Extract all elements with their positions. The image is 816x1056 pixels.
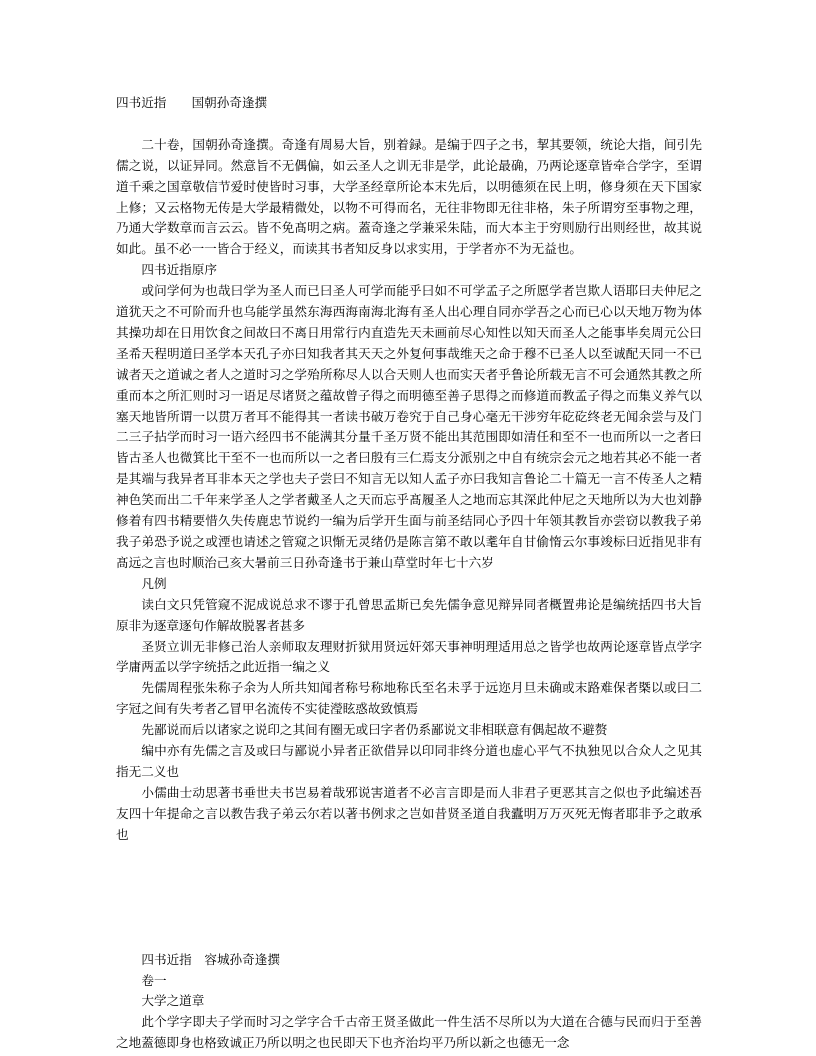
juan-one-chapter-label: 大学之道章 <box>141 993 205 1009</box>
original-preface-heading: 四书近指原序 <box>141 262 217 278</box>
title-spacer <box>116 114 702 135</box>
fanli-paragraph-6: 小儒曲士动思著书垂世夫书岂易着哉邪说害道者不必言言即是而人非君子更恶其言之似也予此编述吾友四十年提命之言以教告我子弟云尔若以著书例求之岂如昔贤圣道自我蠹明万万灭死无悔者耶非予之敢承也 <box>116 784 702 842</box>
juan-one-title: 四书近指 容城孙奇逢撰 <box>141 951 280 967</box>
document-title: 四书近指 国朝孙奇逢撰 <box>116 95 268 110</box>
fanli-paragraph-4: 先鄙说而后以诸家之说印之其间有圈无或曰字者仍系鄙说文非相联意有偶起故不避赘 <box>141 722 608 738</box>
section-gap <box>116 846 702 950</box>
fanli-paragraph-1: 读白文只凭管窥不泥成说总求不谬于孔曾思孟斯已矣先儒争意见辩异同者概置弗论是编统括四书大旨原非为逐章逐句作解故脱畧者甚多 <box>116 596 702 633</box>
fanli-paragraph-3: 先儒周程张朱称子余为人所共知闻者称号称地称氏至名未孚于远迩月旦未确或末路难保者槩以或曰二字冠之间有失考者乙冒甲名流传不实徒瀅眩惑故致慎焉 <box>116 680 702 717</box>
juan-one-paragraph-1: 此个学字即夫子学而时习之学字合千古帝王贤圣做此一件生活不尽所以为大道在合德与民而归于至善之地蓋德即身也格致诚正乃所以明之也民即天下也齐治均平乃所以新之也德无一念 <box>116 1014 702 1051</box>
fanli-paragraph-2: 圣贤立训无非修己治人亲师取友理财折狱用贤远奸郊天事神明理适用总之皆学也故两论逐章皆点学字学庸两孟以学字统括之此近指一编之义 <box>116 638 702 675</box>
fanli-paragraph-5: 编中亦有先儒之言及或曰与鄙说小异者正欲借异以印同非终分道也虚心平气不执独见以合众人之见其指无二义也 <box>116 743 702 779</box>
juan-one-volume-label: 卷一 <box>141 972 167 988</box>
page-content <box>116 93 702 1054</box>
fanli-heading: 凡例 <box>141 575 167 591</box>
summary-paragraph: 二十卷，国朝孙奇逢撰。奇逢有周易大旨，别着録。是编于四子之书，挈其要领，统论大指，间引先儒之说，以证异同。然意旨不无偶偏，如云圣人之训无非是学，此论最确，乃两论逐章皆牵合学字，至谓道千乘之国章敬信节爱时使皆时习事，大学圣经章所论本末先后，以明德须在民上明，修身须在天下国家上修；又云格物无传是大学最精微处，以物不可得而名，无往非物即无往非格，朱子所谓穷至事物之理，乃通大学数章而言云云。皆不免髙明之病。蓋奇逢之学兼采朱陆，而大本主于穷则励行出则经世，故其说如此。虽不必一一皆合于经义，而读其书者知反身以求实用，于学者亦不为无益也。 <box>116 136 702 257</box>
original-preface-paragraph: 或问学何为也哉曰学为圣人而已曰圣人可学而能乎曰如不可学孟子之所愿学者岂欺人语耶曰夫仲尼之道犹天之不可阶而升也乌能学虽然东海西海南海北海有圣人出心理自同亦学吾之心而已心以天地万物为体其操功却在日用饮食之间故曰不离日用常行内直造先天未画前尽心知性以知天而圣人之能事毕矣周元公曰圣希天程明道曰圣学本天孔子亦曰知我者其天天之外复何事哉维天之命于穆不已圣人以至诚配天同一不已诚者天之道诚之者人之道时习之学殆所称尽人以合天则人也而实天者乎鲁论所载无言不可会通然其教之所重而本之所汇则时习一语足尽诸贤之蕴故曾子得之而明德至善子思得之而修道而教孟子得之而集义养气以塞天地皆所谓一以贯万者耳不能得其一者读书破万卷究于自己身心毫无干涉穷年矻矻终老无闻余尝与及门二三子拈学而时习一语六经四书不能满其分量千圣万贤不能出其范围即如清任和至不一也而所以一之者曰皆古圣人也微箕比干至不一也而所以一之者曰殷有三仁焉支分派别之中自有统宗会元之地若其必不能一者是其端与我异者耳非本天之学也夫子尝曰不知言无以知人孟子亦曰我知言鲁论二十篇无一言不传圣人之精神色笑而出二千年来学圣人之学者戴圣人之天而忘乎髙履圣人之地而忘其深此仲尼之天地所以为大也刘静修着有四书精要惜久失传鹿忠节说约一编为后学开生面与前圣结同心予四十年领其教旨亦尝窃以教我子弟我子弟恐予说之或湮也请述之管窥之识惭无灵绪仍是陈言第不敢以耄年自甘偷惰云尔事竣标曰近指见非有髙远之言也时顺治己亥大暑前三日孙奇逢书于兼山草堂时年七十六岁 <box>116 283 702 570</box>
